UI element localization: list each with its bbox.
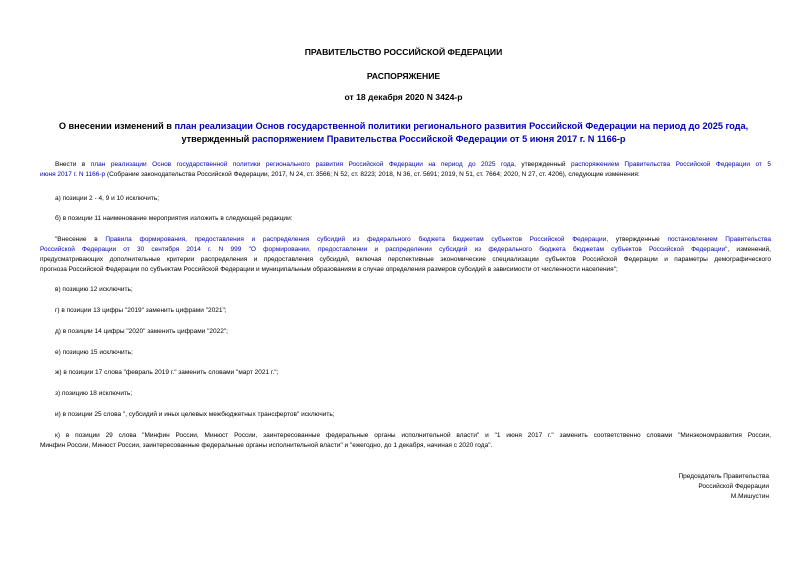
signature-name: М.Мишустин xyxy=(730,493,769,500)
intro-text-2: , утвержденный xyxy=(514,161,571,168)
item-k-line-2: Минфин России, Минюст России, заинтересованные федеральные органы исполнительной власти" и "ежегодно, до 1 декабря, начиная с 2020 года". xyxy=(40,442,493,449)
item-v: в) позицию 12 исключить; xyxy=(55,286,133,293)
quote-text-1: "Внесение в xyxy=(55,236,106,243)
title-order-link[interactable]: распоряжением Правительства Российской Федерации от 5 июня 2017 г. N 1166-р xyxy=(251,134,626,144)
quote-resolution-link-b[interactable]: Российской Федерации от 30 сентября 2014 г. N 999 "О формировании, предоставлении и распределении субсидий из федерального бюджета бюджетам субъектов Российской Федерации" xyxy=(40,246,728,253)
quote-paragraph xyxy=(40,235,771,275)
quote-resolution-link-a[interactable]: постановлением Правительства xyxy=(667,236,772,243)
quote-line-4: прогноза Российской Федерации по субъектам Российской Федерации и муниципальным образованиям в случае определения размеров субсидий в зависимости от численности населения"; xyxy=(40,266,618,273)
date-number-heading: от 18 декабря 2020 N 3424-р xyxy=(344,92,463,102)
intro-text-3: (Собрание законодательства Российской Федерации, 2017, N 24, ст. 3566; N 52, ст. 8223; 2018, N 36, ст. 5691; 2019, N 51, ст. 7664; 2020, N 27, ст. 4206), следующие изменения: xyxy=(105,171,640,178)
quote-text-3: , изменений, xyxy=(727,246,771,253)
quote-rules-link[interactable]: Правила формирования, предоставления и распределения субсидий из федерального бюджета бюджетам субъектов Российской Федерации xyxy=(105,236,607,243)
item-g: г) в позиции 13 цифры "2019" заменить цифрами "2021"; xyxy=(55,307,227,314)
title-prefix: О внесении изменений в xyxy=(58,121,175,131)
item-a: а) позиции 2 - 4, 9 и 10 исключить; xyxy=(55,195,160,202)
intro-order-link-a[interactable]: распоряжением Правительства Российской Федерации от 5 xyxy=(570,161,771,168)
document-type-heading: РАСПОРЯЖЕНИЕ xyxy=(366,71,441,81)
item-zh: ж) в позиции 17 слова "февраль 2019 г." заменить словами "март 2021 г."; xyxy=(55,369,279,376)
intro-text-1: Внести в xyxy=(55,161,91,168)
document-title xyxy=(40,120,767,146)
issuer-heading: ПРАВИТЕЛЬСТВО РОССИЙСКОЙ ФЕДЕРАЦИИ xyxy=(304,47,503,57)
title-plan-link[interactable]: план реализации Основ государственной политики регионального развития Российской Федерации на период до 2025 года, xyxy=(174,121,749,131)
signature-block xyxy=(678,472,769,502)
signature-position: Председатель Правительства xyxy=(678,473,769,480)
quote-text-2: , утвержденные xyxy=(606,236,668,243)
item-d: д) в позиции 14 цифры "2020" заменить цифрами "2022"; xyxy=(55,328,228,335)
item-b: б) в позиции 11 наименование мероприятия изложить в следующей редакции: xyxy=(55,215,293,222)
signature-country: Российской Федерации xyxy=(698,483,769,490)
item-e: е) позицию 15 исключить; xyxy=(55,349,133,356)
item-k xyxy=(40,431,771,451)
item-k-line-1: к) в позиции 29 слова "Минфин России, Минюст России, заинтересованные федеральные органы исполнительной власти" и "1 июня 2017 г." заменить соответственно словами "Минэкономразвития России, xyxy=(55,432,771,439)
intro-order-link-b[interactable]: июня 2017 г. N 1166-р xyxy=(40,171,106,178)
item-z: з) позицию 18 исключить; xyxy=(55,390,133,397)
intro-plan-link[interactable]: план реализации Основ государственной политики регионального развития Российской Федерации на период до 2025 года xyxy=(90,161,515,168)
title-mid: утвержденный xyxy=(181,134,252,144)
item-i: и) в позиции 25 слова ", субсидий и иных целевых межбюджетных трансфертов" исключить; xyxy=(55,411,335,418)
intro-paragraph xyxy=(40,160,771,180)
quote-line-3: предусматривающих дополнительные критерии распределения и предоставления субсидий, включая перспективные экономические специализации субъектов Российской Федерации и параметры демографического xyxy=(40,256,771,263)
